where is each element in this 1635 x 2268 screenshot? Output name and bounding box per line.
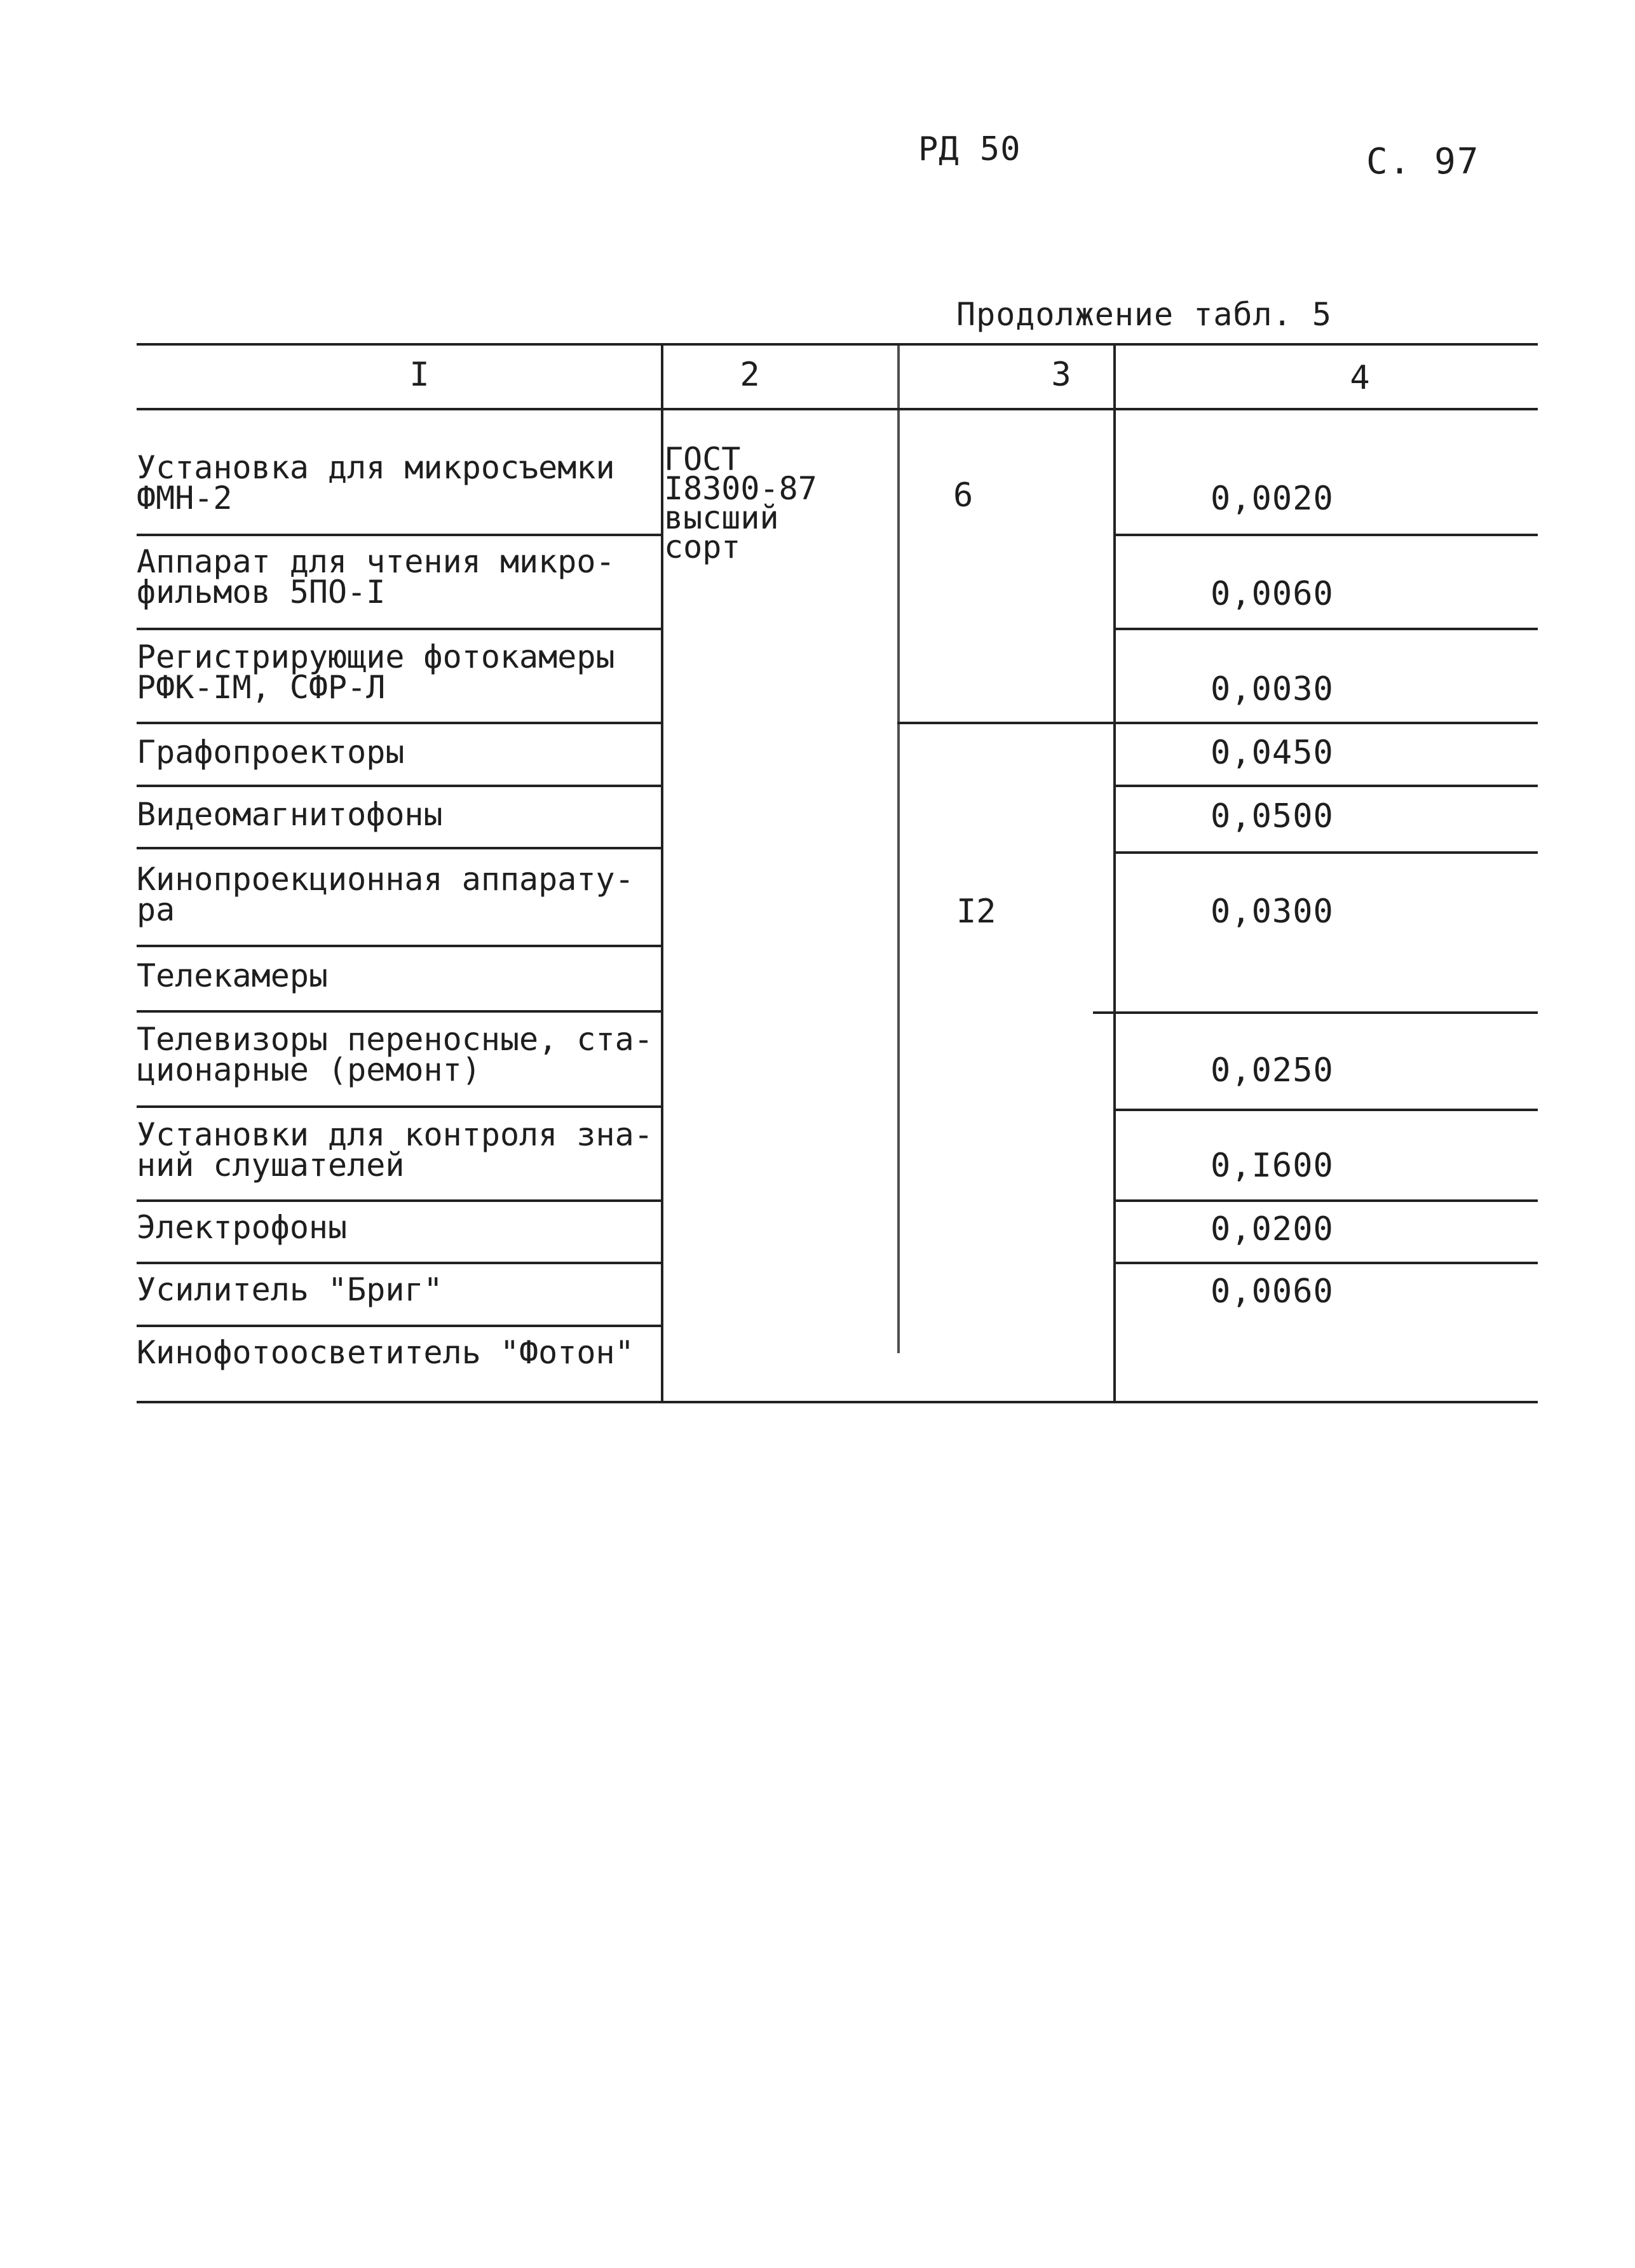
row-divider — [137, 945, 661, 947]
column-header-4: 4 — [1350, 359, 1370, 397]
group-value-12: I2 — [956, 893, 996, 931]
column-header-2: 2 — [740, 356, 760, 394]
row-value: 0,0250 — [1211, 1051, 1334, 1090]
row-value: 0,0300 — [1211, 893, 1334, 931]
row-divider — [137, 534, 661, 536]
row-divider — [1093, 1011, 1538, 1014]
row-name: Кинопроекционная аппарату- ра — [137, 861, 634, 928]
row-divider — [1113, 722, 1538, 724]
page-number: С. 97 — [1366, 141, 1480, 182]
row-divider — [137, 1105, 661, 1108]
row-name: Установки для контроля зна- ний слушателей — [137, 1116, 653, 1184]
row-divider — [137, 628, 661, 630]
row-divider — [137, 1199, 661, 1202]
row-value: 0,0500 — [1211, 797, 1334, 835]
row-name: Графопроекторы — [137, 734, 405, 771]
row-value: 0,0450 — [1211, 734, 1334, 772]
row-name: Регистрирующие фотокамеры РФК-IМ, СФР-Л — [137, 638, 615, 706]
row-name: Усилитель "Бриг" — [137, 1271, 443, 1308]
document-code: РД 50 — [918, 130, 1021, 168]
column-divider-1 — [661, 343, 663, 1401]
standard-reference: ГОСТ I8300-87 высший сорт — [664, 441, 817, 565]
row-name: Кинофотоосветитель "Фотон" — [137, 1334, 634, 1371]
row-divider — [1113, 1109, 1538, 1111]
row-divider — [137, 1010, 661, 1013]
row-name: Аппарат для чтения микро- фильмов 5ПО-I — [137, 543, 615, 611]
row-divider — [137, 847, 661, 849]
row-value: 0,0030 — [1211, 670, 1334, 708]
row-name: Видеомагнитофоны — [137, 796, 443, 833]
row-divider — [137, 722, 661, 724]
table-top-rule — [137, 343, 1538, 346]
column-divider-3 — [1113, 343, 1116, 1401]
row-divider — [137, 785, 661, 787]
table-bottom-rule — [137, 1401, 1538, 1403]
row-value: 0,0060 — [1211, 1272, 1334, 1311]
row-divider — [1113, 785, 1538, 787]
column-header-1: I — [409, 356, 430, 394]
group-divider — [897, 722, 1113, 724]
row-divider — [1113, 1199, 1538, 1202]
row-value: 0,0020 — [1211, 480, 1334, 518]
row-divider — [1113, 851, 1538, 854]
row-divider — [1113, 1262, 1538, 1264]
row-divider — [137, 1325, 661, 1327]
row-divider — [1113, 534, 1538, 536]
column-header-3: 3 — [1051, 356, 1071, 394]
row-value: 0,0200 — [1211, 1210, 1334, 1248]
row-name: Электрофоны — [137, 1209, 348, 1246]
table-continuation-caption: Продолжение табл. 5 — [956, 296, 1332, 333]
row-divider — [1113, 628, 1538, 630]
row-value: 0,I600 — [1211, 1147, 1334, 1185]
row-name: Установка для микросъемки ФМН-2 — [137, 449, 615, 516]
group-value-6: 6 — [953, 476, 974, 515]
row-value: 0,0060 — [1211, 575, 1334, 613]
row-divider — [137, 1262, 661, 1264]
row-name: Телекамеры — [137, 957, 329, 994]
row-name: Телевизоры переносные, ста- ционарные (ремонт) — [137, 1021, 653, 1088]
column-divider-2 — [897, 343, 900, 1353]
table-header-rule — [137, 408, 1538, 410]
